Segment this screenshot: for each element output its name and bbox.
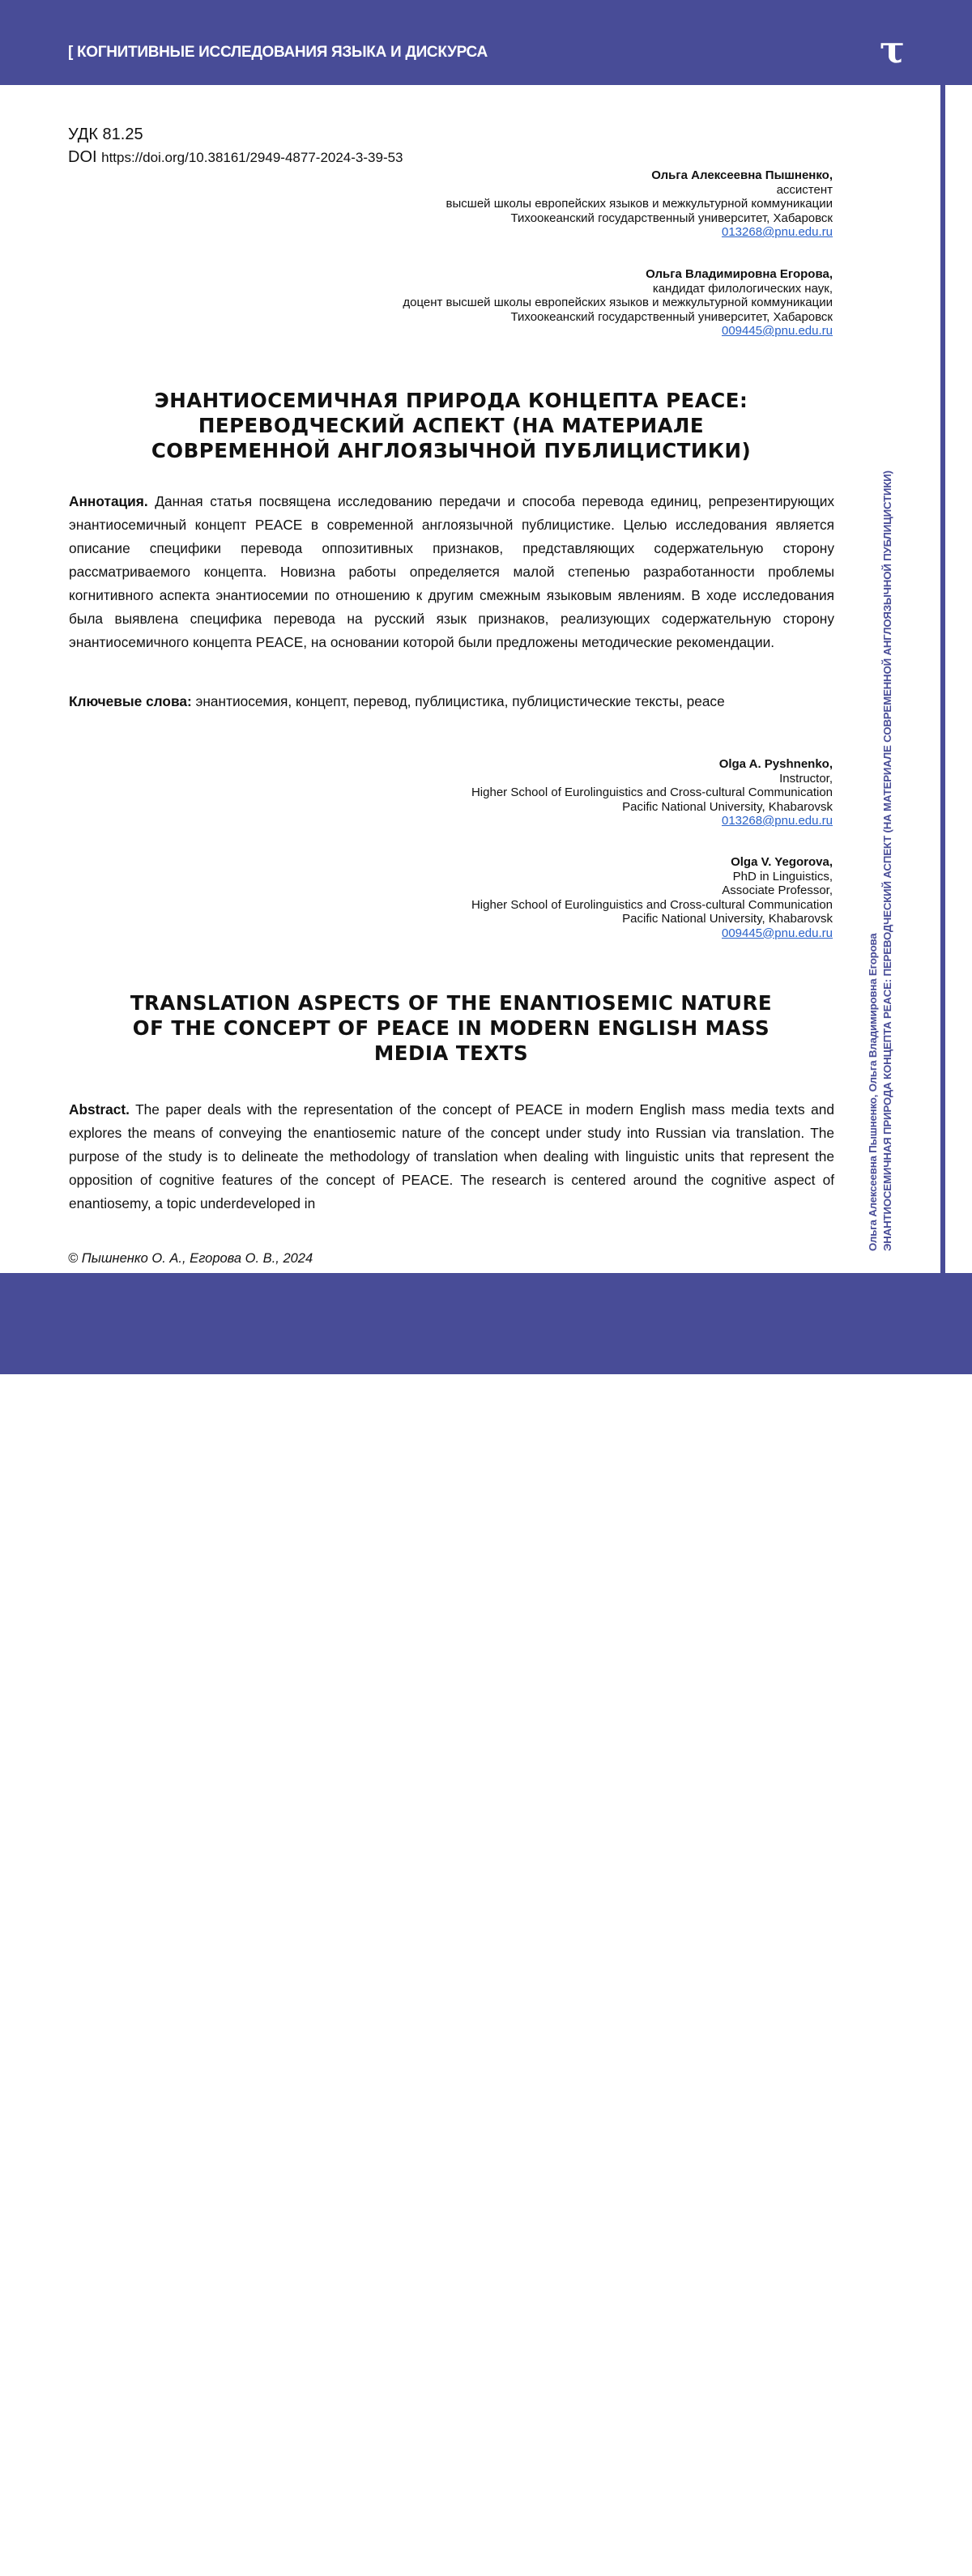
udk: УДК 81.25 [68, 123, 403, 146]
title-line: ЭНАНТИОСЕМИЧНАЯ ПРИРОДА КОНЦЕПТА PEACE: [68, 388, 834, 413]
header-band [0, 0, 972, 85]
article-title-ru [68, 388, 834, 463]
title-line: OF THE CONCEPT OF PEACE IN MODERN ENGLISH MASS [68, 1015, 834, 1041]
title-line: СОВРЕМЕННОЙ АНГЛОЯЗЫЧНОЙ ПУБЛИЦИСТИКИ) [68, 438, 834, 463]
author-email[interactable]: 013268@pnu.edu.ru [722, 225, 833, 239]
abstract-text: Данная статья посвящена исследованию передачи и способа перевода единиц, репрезентирующих энантиосемичный концепт PEACE в современной англоязычной публицистике. Целью исследования является описание специфики перевода оппозитивных признаков, представляющих содержательную сторону рассматриваемого концепта. Новизна работы определяется малой степенью разработанности проблемы когнитивного аспекта энантиосемии по отношению к другим смежным языковым явлениям. В ходе исследования была выявлена специфика перевода на русский язык признаков, реализующих содержательную сторону энантиосемичного концепта PEACE, на основании которой были предложены методические рекомендации. [69, 493, 834, 650]
author-department: Higher School of Eurolinguistics and Cross-cultural Communication [471, 898, 833, 913]
title-line: MEDIA TEXTS [68, 1041, 834, 1066]
abstract-label: Аннотация. [69, 493, 148, 509]
author-university: Тихоокеанский государственный университет, Хабаровск [446, 211, 833, 226]
title-line: TRANSLATION ASPECTS OF THE ENANTIOSEMIC NATURE [68, 990, 834, 1015]
author-email[interactable]: 009445@pnu.edu.ru [722, 926, 833, 940]
author-position: Instructor, [471, 772, 833, 786]
author-university: Pacific National University, Khabarovsk [471, 912, 833, 926]
author-department: Higher School of Eurolinguistics and Cross-cultural Communication [471, 786, 833, 800]
author-name: Olga A. Pyshnenko, [719, 757, 833, 771]
doi-label: DOI [68, 148, 97, 166]
author-position: ассистент [446, 183, 833, 198]
author-position: Associate Professor, [471, 884, 833, 898]
author-email[interactable]: 013268@pnu.edu.ru [722, 814, 833, 828]
abstract-text: The paper deals with the representation of the concept of PEACE in modern English mass media texts and explores the means of conveying the enantiosemic nature of the concept under study into Russian via translation. The purpose of the study is to delineate the methodology of translation when dealing with linguistic units that represent the opposition of cognitive features of the concept of PEACE. The research is centered around the cognitive aspect of enantiosemy, a topic underdeveloped in [69, 1101, 834, 1211]
author-ru-2 [403, 267, 833, 338]
author-en-1 [471, 757, 833, 828]
copyright: © Пышненко О. А., Егорова О. В., 2024 [68, 1251, 313, 1267]
author-university: Тихоокеанский государственный университет, Хабаровск [403, 310, 833, 325]
keywords-ru [69, 690, 834, 713]
article-meta [68, 123, 403, 169]
author-name: Olga V. Yegorova, [731, 855, 833, 869]
abstract-label: Abstract. [69, 1101, 130, 1118]
keywords-label: Ключевые слова: [69, 693, 192, 709]
running-head-vertical [866, 470, 895, 1251]
author-university: Pacific National University, Khabarovsk [471, 800, 833, 815]
author-ru-1 [446, 168, 833, 240]
side-rule [940, 85, 945, 1273]
author-department: высшей школы европейских языков и межкультурной коммуникации [446, 197, 833, 211]
author-degree: PhD in Linguistics, [471, 870, 833, 884]
page-number: 39 [902, 2557, 920, 2576]
article-title-en [68, 990, 834, 1066]
author-name: Ольга Алексеевна Пышненко, [651, 168, 833, 182]
abstract-ru [69, 490, 834, 654]
author-en-2 [471, 855, 833, 940]
abstract-en [69, 1098, 834, 1216]
keywords-text: энантиосемия, концепт, перевод, публицистика, публицистические тексты, peace [192, 693, 725, 709]
author-degree: кандидат филологических наук, [403, 282, 833, 296]
journal-logo-icon: τ [880, 31, 905, 68]
doi-link[interactable]: https://doi.org/10.38161/2949-4877-2024-3-39-53 [101, 150, 403, 165]
author-position: доцент высшей школы европейских языков и межкультурной коммуникации [403, 296, 833, 310]
running-head-authors: Ольга Алексеевна Пышненко, Ольга Владимировна Егорова [866, 470, 880, 1251]
journal-section-title: [ КОГНИТИВНЫЕ ИССЛЕДОВАНИЯ ЯЗЫКА И ДИСКУРСА [68, 44, 488, 62]
author-email[interactable]: 009445@pnu.edu.ru [722, 324, 833, 338]
footer-band [0, 1273, 972, 1374]
title-line: ПЕРЕВОДЧЕСКИЙ АСПЕКТ (НА МАТЕРИАЛЕ [68, 413, 834, 438]
running-head-title: ЭНАНТИОСЕМИЧНАЯ ПРИРОДА КОНЦЕПТА PEACE: ПЕРЕВОДЧЕСКИЙ АСПЕКТ (НА МАТЕРИАЛЕ СОВРЕМЕННОЙ АНГЛОЯЗЫЧНОЙ ПУБЛИЦИСТИКИ) [880, 470, 895, 1251]
author-name: Ольга Владимировна Егорова, [646, 267, 833, 281]
